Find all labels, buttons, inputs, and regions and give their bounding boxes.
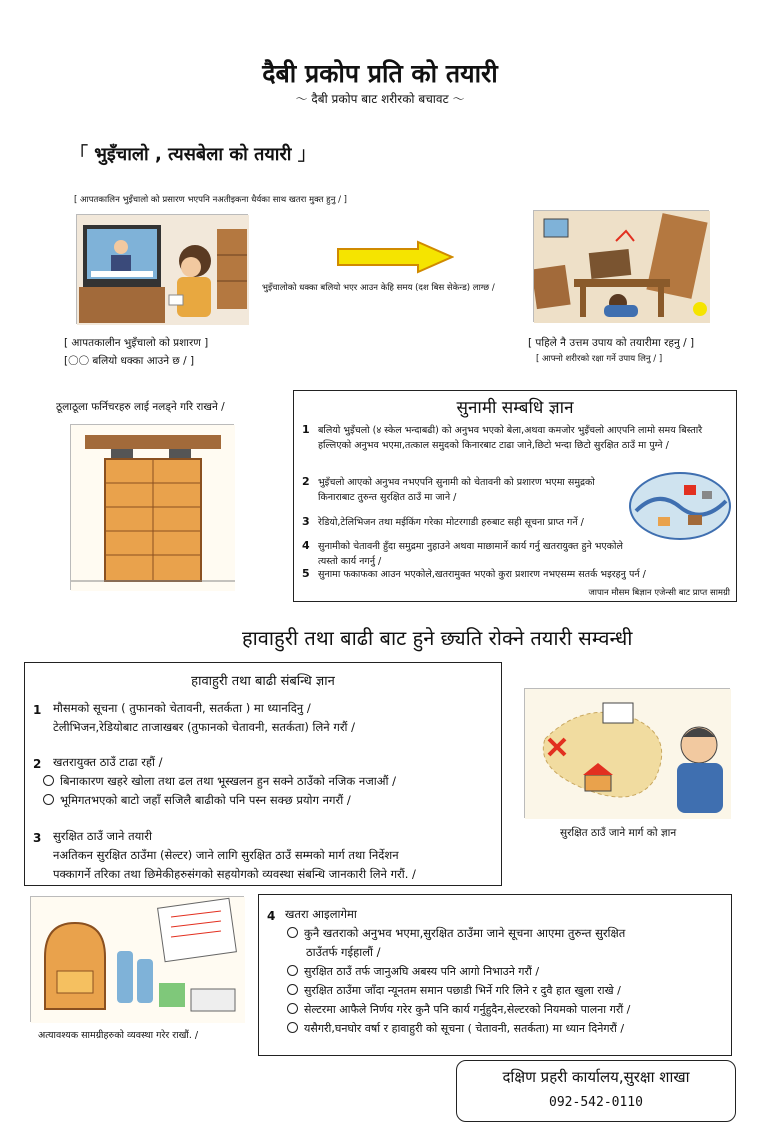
storm-s3-line1: नअतिकन सुरक्षित ठाउँमा (सेल्टर) जाने लागि सुरक्षित ठाउँ सम्मको मार्ग तथा निर्देशन bbox=[53, 848, 399, 862]
storm-s4-bullet: सुरक्षित ठाउँमा जाँदा न्यूनतम समान पछाडी भिर्ने गरि लिने र दुवै हात खुला राखे / bbox=[304, 984, 621, 997]
storm-s1-num: 1 bbox=[33, 703, 42, 717]
evacuation-route-illustration bbox=[524, 688, 730, 818]
tsunami-item-text: रेडियो,टेलिभिजन तथा मईकिंग गरेका मोटरगाडी हरुबाट सही सूचना प्राप्त गर्ने / bbox=[318, 517, 584, 528]
tsunami-item-num: 3 bbox=[302, 515, 310, 528]
tsunami-title: सुनामी सम्बधि ज्ञान bbox=[456, 398, 574, 418]
bullet-circle-icon bbox=[287, 965, 298, 976]
tsunami-item-text: भुइँचलो आएको अनुभव नभएपनि सुनामी को चेतावनी को प्रशारण भएमा समुद्रको किनाराबाट तुरुन्त सुरक्षित ठाउँ मा जाने / bbox=[318, 477, 595, 503]
protect-caption: [ आफ्नो शरीरको रक्षा गर्ने उपाय लिनु / ] bbox=[536, 354, 663, 364]
supplies-caption: अत्यावश्यक सामग्रीहरुको व्यवस्था गरेर राखौं. / bbox=[38, 1030, 199, 1041]
prepare-caption: [ पहिले नै उत्तम उपाय को तयारीमा रहनु / ] bbox=[528, 337, 695, 349]
bullet-circle-icon bbox=[287, 927, 298, 938]
storm-s3-title: सुरक्षित ठाउँ जाने तयारी bbox=[53, 829, 152, 843]
tsunami-item-5 bbox=[302, 567, 722, 582]
tsunami-item-2 bbox=[302, 475, 622, 505]
page-title: दैबी प्रकोप प्रति को तयारी bbox=[262, 59, 498, 88]
broadcast-caption: [ आपतकालीन भुइँचालो को प्रशारण ] bbox=[64, 337, 209, 349]
danger-actions-box bbox=[258, 894, 732, 1056]
storm-s2-num: 2 bbox=[33, 757, 42, 771]
bullet-circle-icon bbox=[43, 794, 54, 805]
tsunami-item-num: 4 bbox=[302, 539, 310, 552]
emergency-supplies-illustration bbox=[30, 896, 244, 1022]
tsunami-item-3 bbox=[302, 515, 632, 530]
storm-s4-bullet: सुरक्षित ठाउँ तर्फ जानुअघि अबस्य पनि आगो निभाउने गरौं / bbox=[304, 965, 540, 978]
storm-s3-num: 3 bbox=[33, 831, 42, 845]
tsunami-item-text: सुनामा फकाफका आउन भएकोले,खतरामुक्त भएको कुरा प्रशारण नभएसम्म सतर्क भइरहनु पर्न / bbox=[318, 569, 646, 580]
storm-s4-bullet: यसैगरी,घनघोर वर्षा र हावाहुरी को सूचना ( चेतावनी, सतर्कता) मा ध्यान दिनेगरौं / bbox=[304, 1022, 625, 1035]
tsunami-item-1 bbox=[302, 423, 730, 469]
storm-s1-line1: मौसमको सूचना ( तुफानको चेतावनी, सतर्कता ) मा ध्यानदिनु / bbox=[53, 701, 311, 715]
tv-broadcast-illustration bbox=[76, 214, 248, 324]
storm-box-title: हावाहुरी तथा बाढी संबन्धि ज्ञान bbox=[191, 674, 335, 689]
storm-heading: हावाहुरी तथा बाढी बाट हुने छ्यति रोक्ने तयारी सम्वन्धी bbox=[242, 626, 633, 650]
tsunami-item-num: 1 bbox=[302, 423, 310, 436]
storm-s4-bullet-cont: ठाउँतर्फ गईहालौं / bbox=[306, 945, 381, 959]
earthquake-note: [ आपतकालिन भुइँचालो को प्रसारण भएपनि नअतीइकना धैर्यका साथ खतरा मुक्त हुनु / ] bbox=[74, 195, 348, 205]
storm-s4-bullet: सेल्टरमा आफैले निर्णय गरेर कुनै पनि कार्य गर्नुहुदैन,सेल्टरको नियमको पालना गरौं / bbox=[304, 1003, 631, 1016]
strong-shake-caption: [〇〇 बलियो धक्का आउने छ / ] bbox=[64, 355, 195, 367]
bullet-circle-icon bbox=[287, 984, 298, 995]
tsunami-item-num: 5 bbox=[302, 567, 310, 580]
furniture-caption: ठूलाठूला फर्निचरहरु लाई नलड्ने गरि राखने / bbox=[56, 401, 225, 413]
tsunami-item-text: सुनामीको चेतावनी हुँदा समुद्रमा नुहाउने अथवा माछामार्ने कार्य गर्नु खतरायुक्त हुने भएकोले त्यस्तो कार्य नगर्नु / bbox=[318, 541, 623, 567]
contact-box bbox=[456, 1060, 736, 1122]
tsunami-item-num: 2 bbox=[302, 475, 310, 488]
earthquake-heading: 「 भुइँचालो , त्यसबेला को तयारी 」 bbox=[70, 144, 316, 165]
page-subtitle: ～ दैबी प्रकोप बाट शरीरको बचावट ～ bbox=[295, 92, 465, 106]
bullet-circle-icon bbox=[287, 1003, 298, 1014]
office-name: दक्षिण प्रहरी कार्यालय,सुरक्षा शाखा bbox=[502, 1068, 690, 1086]
storm-s3-line2: पक्कागर्ने तरिका तथा छिमेकीहरुसंगको सहयोगको व्यवस्था संबन्धि जानकारी लिने गरौं. / bbox=[53, 867, 416, 881]
hide-under-table-illustration bbox=[533, 210, 709, 322]
tsunami-item-text: बलियो भुइँचलो (४ स्केल भन्दाबढी) को अनुभव भएको बेला,अथवा कमजोर भुइँचलो आएपनि लामो समय बिस्तारै हल्लिएको अनुभव भएमा,तत्काल समुदको किनारबाट टाढा जाने,छिटो भन्दा छिटो सुरक्षित ठाउँ मा पुग्ने / bbox=[318, 425, 703, 451]
route-caption: सुरक्षित ठाउँ जाने मार्ग को ज्ञान bbox=[560, 827, 677, 839]
tsunami-wave-illustration bbox=[628, 471, 732, 541]
fixed-furniture-illustration bbox=[70, 424, 234, 590]
storm-s2-bullet: बिनाकारण खहरे खोला तथा ढल तथा भूस्खलन हुन सक्ने ठाउँको नजिक नजाऔं / bbox=[60, 774, 397, 788]
storm-s4-bullet: कुनै खतराको अनुभव भएमा,सुरक्षित ठाउँमा जाने सूचना आएमा तुरुन्त सुरक्षित bbox=[304, 926, 626, 940]
tsunami-source: जापान मौसम बिज्ञान एजेन्सी बाट प्राप्त सामग्री bbox=[588, 588, 730, 598]
storm-s4-num: 4 bbox=[267, 909, 276, 923]
bullet-circle-icon bbox=[287, 1022, 298, 1033]
tsunami-knowledge-box bbox=[293, 390, 737, 602]
storm-s2-bullet: भूमिगतभएको बाटो जहाँ सजिलै बाढीको पनि पस्न सक्छ प्रयोग नगरौं / bbox=[60, 793, 351, 807]
storm-knowledge-box bbox=[24, 662, 502, 886]
tsunami-item-4 bbox=[302, 539, 642, 569]
arrow-caption: भुइँचालोको धक्का बलियो भएर आउन केहि समय (दश बिस सेकेन्ड) लाग्छ / bbox=[262, 283, 495, 293]
storm-s1-line2: टेलीभिजन,रेडियोबाट ताजाखबर (तुफानको चेतावनी, सतर्कता) लिने गरौं / bbox=[53, 720, 356, 734]
bullet-circle-icon bbox=[43, 775, 54, 786]
arrow-right-icon bbox=[336, 240, 454, 274]
storm-s4-title: खतरा आइलागेमा bbox=[285, 907, 357, 921]
storm-s2-title: खतरायुक्त ठाउँ टाढा रहौं / bbox=[53, 755, 163, 769]
office-phone: 092-542-0110 bbox=[549, 1095, 643, 1110]
